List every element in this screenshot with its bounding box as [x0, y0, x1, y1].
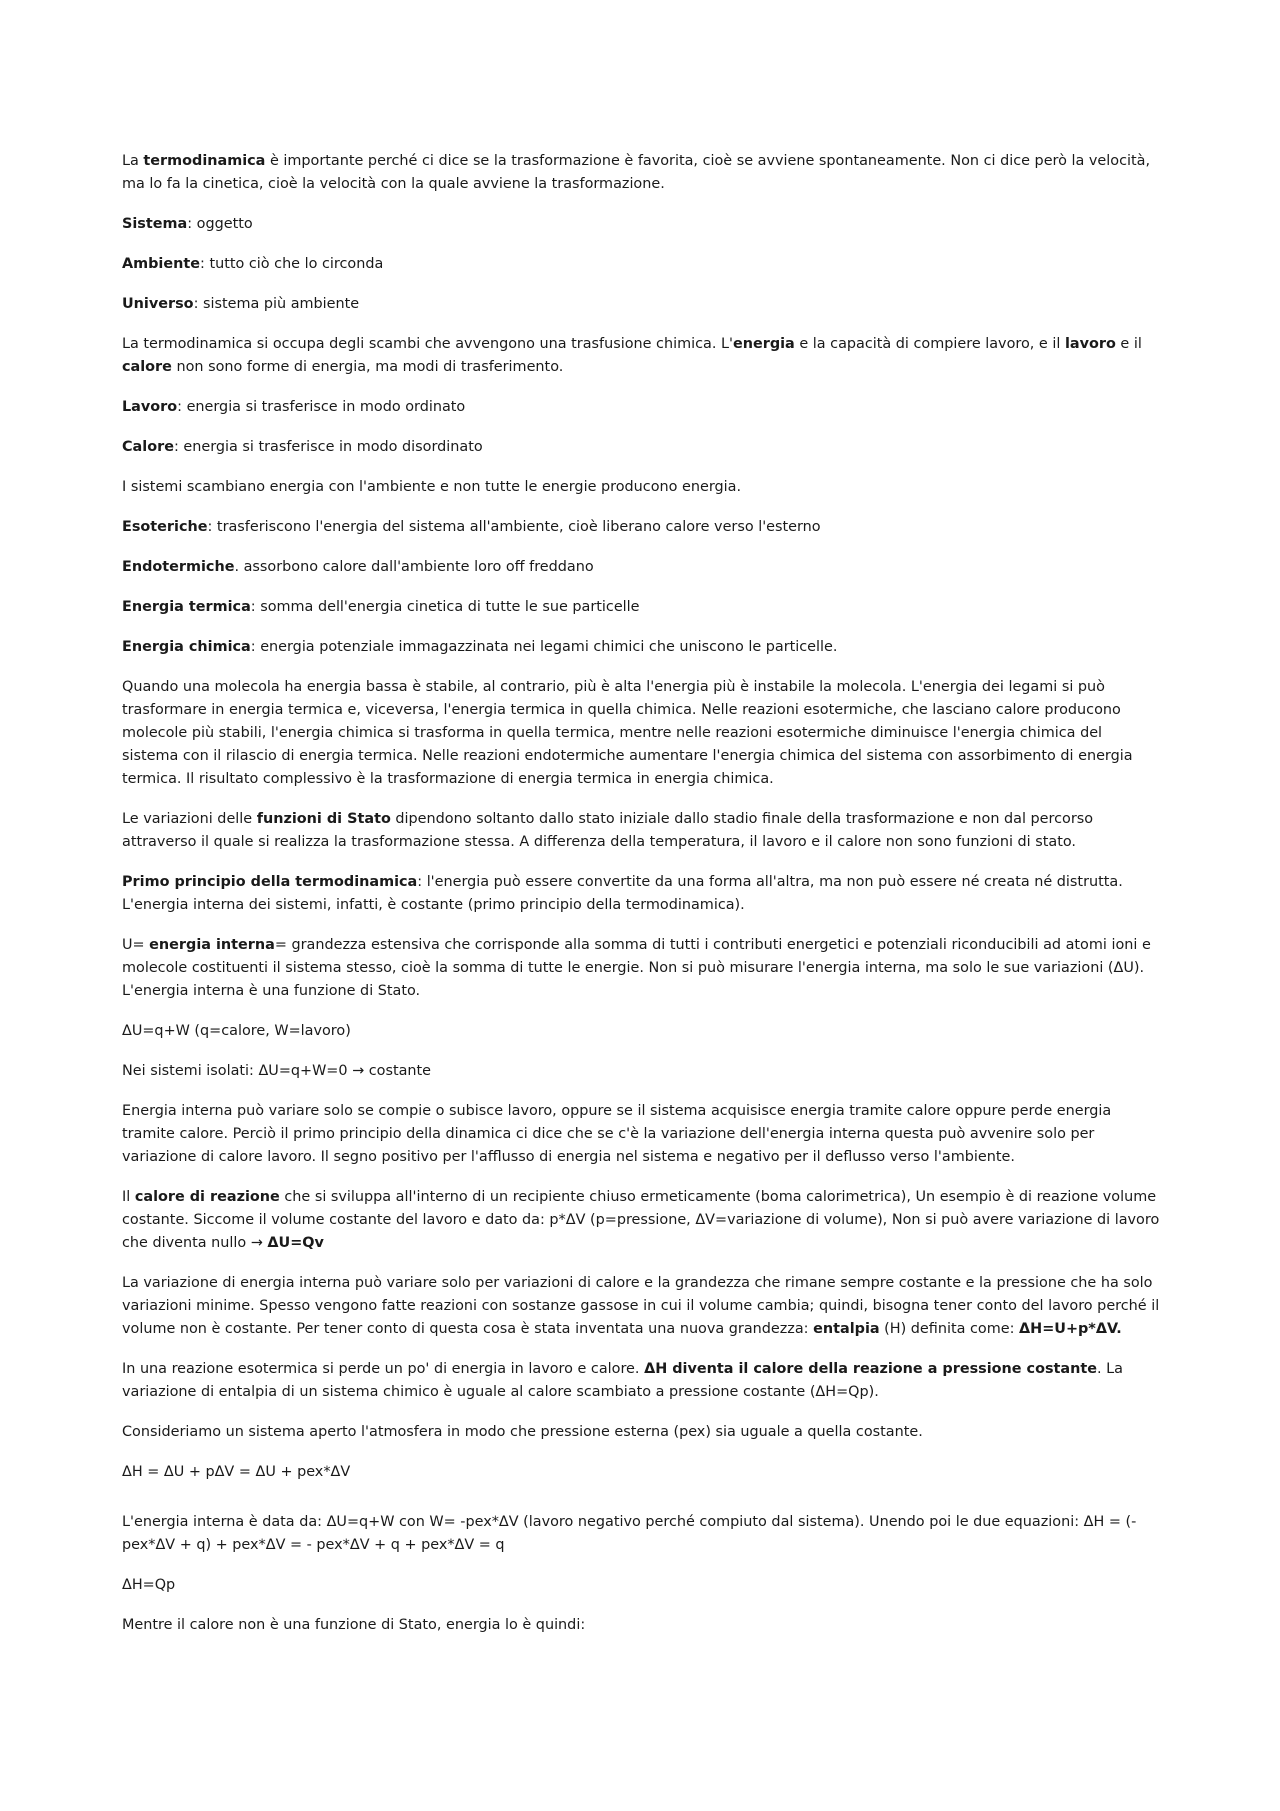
paragraph-p4	[122, 293, 1162, 316]
bold-term: entalpia	[813, 1321, 880, 1337]
paragraph-p18	[122, 1060, 1162, 1083]
paragraph-p1	[122, 150, 1162, 196]
text-run: e il	[1115, 336, 1142, 352]
text-run: Le variazioni delle	[122, 811, 257, 827]
paragraph-p17	[122, 1020, 1162, 1043]
text-run: Nei sistemi isolati: ΔU=q+W=0 → costante	[122, 1063, 432, 1079]
bold-term: Sistema	[122, 216, 188, 232]
paragraph-p23	[122, 1421, 1162, 1444]
bold-term: energia	[732, 336, 795, 352]
paragraph-p26	[122, 1574, 1162, 1597]
paragraph-p19	[122, 1100, 1162, 1169]
text-run: La	[122, 153, 144, 169]
text-run: . assorbono calore dall'ambiente loro off freddano	[234, 559, 594, 575]
paragraph-p24	[122, 1461, 1162, 1484]
text-run: Quando una molecola ha energia bassa è stabile, al contrario, più è alta l'energia più è instabile la molecola. L'energia dei legami si può trasformare in energia termica e, viceversa, l'energia termica in quella chimica. Nelle reazioni esotermiche, che lasciano calore producono molecole più stabili, l'energia chimica si trasforma in quella termica, mentre nelle reazioni esotermiche diminuisce l'energia chimica del sistema con il rilascio di energia termica. Nelle reazioni endotermiche aumentare l'energia chimica del sistema con assorbimento di energia termica. Il risultato complessivo è la trasformazione di energia termica in energia chimica.	[122, 679, 1133, 787]
paragraph-p6	[122, 396, 1162, 419]
text-run: che si sviluppa all'interno di un recipiente chiuso ermeticamente (boma calorimetrica), Un esempio è di reazione volume costante. Siccome il volume costante del lavoro e dato da: p*ΔV (p=pressione, ΔV=variazione di volume), Non si può avere variazione di lavoro che diventa nullo →	[122, 1189, 1160, 1251]
bold-term: funzioni di Stato	[256, 811, 391, 827]
paragraph-p8	[122, 476, 1162, 499]
paragraph-p12	[122, 636, 1162, 659]
bold-term: energia interna	[149, 937, 275, 953]
bold-term: calore di reazione	[134, 1189, 280, 1205]
bold-term: Ambiente	[122, 256, 201, 272]
bold-term: ΔH=U+p*ΔV.	[1019, 1321, 1122, 1337]
text-run: Energia interna può variare solo se compie o subisce lavoro, oppure se il sistema acquisisce energia tramite calore oppure perde energia tramite calore. Perciò il primo principio della dinamica ci dice che se c'è la variazione dell'energia interna questa può avvenire solo per variazione di calore lavoro. Il segno positivo per l'afflusso di energia nel sistema e negativo per il deflusso verso l'ambiente.	[122, 1103, 1112, 1165]
paragraph-p20	[122, 1186, 1162, 1255]
bold-term: ΔU=Qv	[267, 1235, 324, 1251]
text-run: : tutto ciò che lo circonda	[200, 256, 384, 272]
text-run: ΔU=q+W (q=calore, W=lavoro)	[122, 1023, 351, 1039]
paragraph-p3	[122, 253, 1162, 276]
bold-term: Calore	[122, 439, 174, 455]
paragraph-p9	[122, 516, 1162, 539]
text-run: e la capacità di compiere lavoro, e il	[794, 336, 1065, 352]
text-run: dipendono soltanto dallo stato iniziale dallo stadio finale della trasformazione e non dal percorso attraverso il quale si realizza la trasformazione stessa. A differenza della temperatura, il lavoro e il calore non sono funzioni di stato.	[122, 811, 1094, 850]
bold-term: Energia chimica	[122, 639, 251, 655]
text-run: Mentre il calore non è una funzione di Stato, energia lo è quindi:	[122, 1617, 586, 1633]
bold-term: calore	[122, 359, 172, 375]
text-run: I sistemi scambiano energia con l'ambiente e non tutte le energie producono energia.	[122, 479, 742, 495]
bold-term: Primo principio della termodinamica	[122, 874, 418, 890]
bold-term: Endotermiche	[122, 559, 235, 575]
paragraph-p10	[122, 556, 1162, 579]
bold-term: ΔH diventa il calore della reazione a pressione costante	[644, 1361, 1098, 1377]
paragraph-p2	[122, 213, 1162, 236]
text-run: In una reazione esotermica si perde un po' di energia in lavoro e calore.	[122, 1361, 645, 1377]
paragraph-p5	[122, 333, 1162, 379]
text-run: ΔH=Qp	[122, 1577, 176, 1593]
text-run: Il	[122, 1189, 135, 1205]
text-run: Consideriamo un sistema aperto l'atmosfera in modo che pressione esterna (pex) sia uguale a quella costante.	[122, 1424, 923, 1440]
text-run: U=	[122, 937, 150, 953]
text-run: : oggetto	[187, 216, 253, 232]
paragraph-p13	[122, 676, 1162, 791]
text-run: : somma dell'energia cinetica di tutte le sue particelle	[250, 599, 640, 615]
paragraph-p25	[122, 1511, 1162, 1557]
bold-term: Universo	[122, 296, 194, 312]
paragraph-p7	[122, 436, 1162, 459]
text-run: : sistema più ambiente	[193, 296, 360, 312]
text-run: La termodinamica si occupa degli scambi che avvengono una trasfusione chimica. L'	[122, 336, 733, 352]
paragraph-p11	[122, 596, 1162, 619]
text-run: : trasferiscono l'energia del sistema all'ambiente, cioè liberano calore verso l'esterno	[207, 519, 821, 535]
text-run: è importante perché ci dice se la trasformazione è favorita, cioè se avviene spontaneamente. Non ci dice però la velocità, ma lo fa la cinetica, cioè la velocità con la quale avviene la trasformazione.	[122, 153, 1151, 192]
text-run: La variazione di energia interna può variare solo per variazioni di calore e la grandezza che rimane sempre costante e la pressione che ha solo variazioni minime. Spesso vengono fatte reazioni con sostanze gassose in cui il volume cambia; quindi, bisogna tener conto del lavoro perché il volume non è costante. Per tener conto di questa cosa è stata inventata una nuova grandezza:	[122, 1275, 1160, 1337]
text-run: : energia si trasferisce in modo disordinato	[173, 439, 483, 455]
paragraph-p15	[122, 871, 1162, 917]
text-run: (H) definita come:	[879, 1321, 1020, 1337]
paragraph-p21	[122, 1272, 1162, 1341]
document-page	[122, 150, 1162, 1654]
paragraph-p16	[122, 934, 1162, 1003]
bold-term: Energia termica	[122, 599, 251, 615]
text-run: . La variazione di entalpia di un sistema chimico è uguale al calore scambiato a pressione costante (ΔH=Qp).	[122, 1361, 1124, 1400]
text-run: ΔH = ΔU + pΔV = ΔU + pex*ΔV	[122, 1464, 351, 1480]
text-run: : l'energia può essere convertite da una forma all'altra, ma non può essere né creata né distrutta. L'energia interna dei sistemi, infatti, è costante (primo principio della termodinamica).	[122, 874, 1123, 913]
paragraph-p27	[122, 1614, 1162, 1637]
bold-term: Esoteriche	[122, 519, 208, 535]
text-run: = grandezza estensiva che corrisponde alla somma di tutti i contributi energetici e potenziali riconducibili ad atomi ioni e molecole costituenti il sistema stesso, cioè la somma di tutte le energie. Non si può misurare l'energia interna, ma solo le sue variazioni (ΔU). L'energia interna è una funzione di Stato.	[122, 937, 1151, 999]
bold-term: termodinamica	[143, 153, 266, 169]
bold-term: lavoro	[1064, 336, 1116, 352]
text-run: : energia si trasferisce in modo ordinato	[177, 399, 466, 415]
bold-term: Lavoro	[122, 399, 178, 415]
paragraph-p22	[122, 1358, 1162, 1404]
text-run: L'energia interna è data da: ΔU=q+W con W= -pex*ΔV (lavoro negativo perché compiuto dal sistema). Unendo poi le due equazioni: ΔH = (- pex*ΔV + q) + pex*ΔV = - pex*ΔV + q + pex*ΔV = q	[122, 1514, 1137, 1553]
text-run: : energia potenziale immagazzinata nei legami chimici che uniscono le particelle.	[250, 639, 838, 655]
paragraph-p14	[122, 808, 1162, 854]
text-run: non sono forme di energia, ma modi di trasferimento.	[171, 359, 564, 375]
